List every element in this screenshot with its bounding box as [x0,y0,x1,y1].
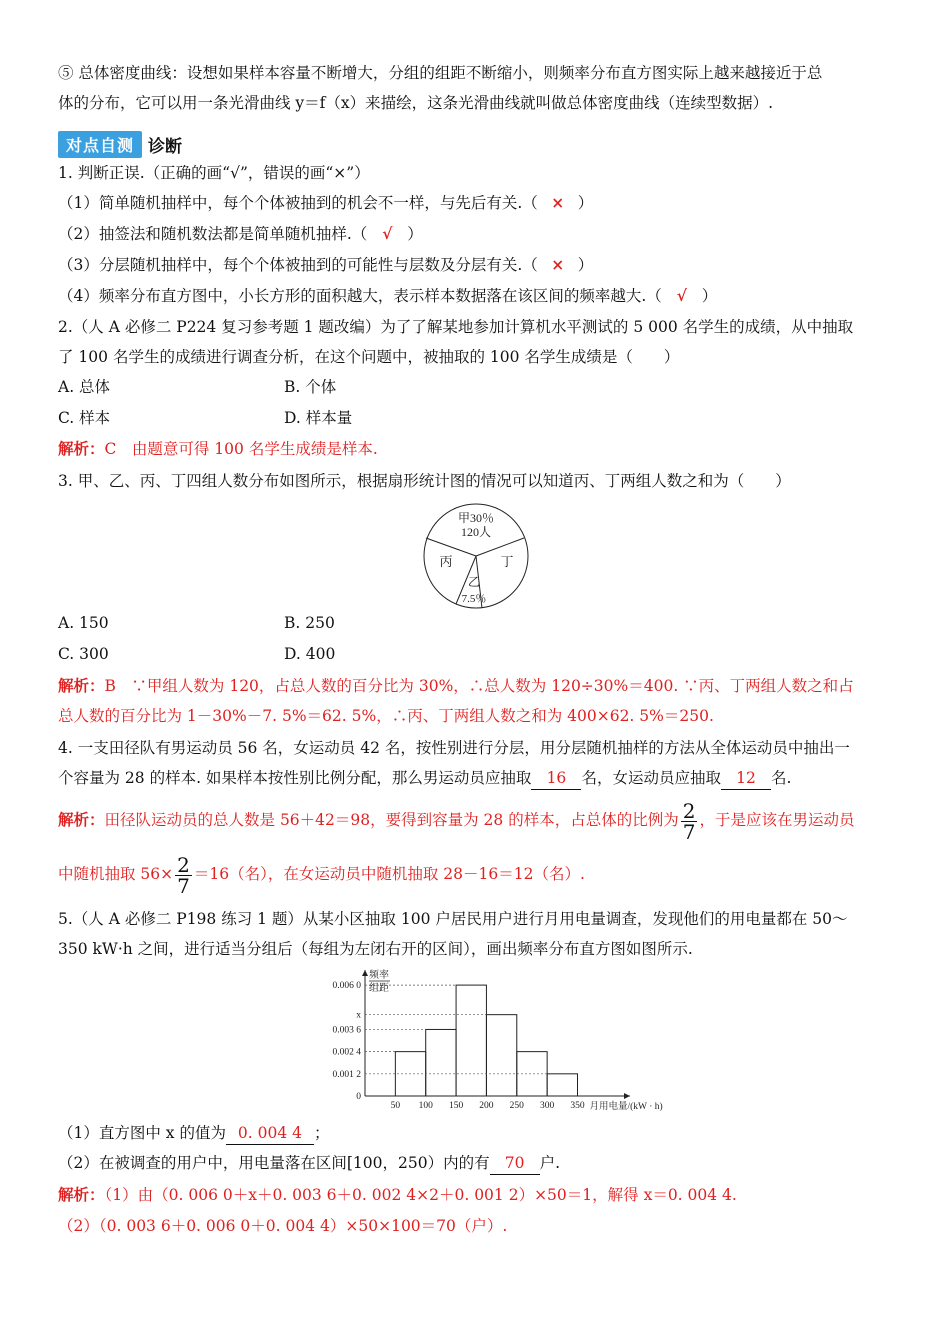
fraction [681,798,698,844]
pie-label-yi: 乙 [467,575,481,589]
q5-sub-2 [58,1152,892,1175]
analysis-label: 解析： [58,1185,105,1204]
q4-analysis-2 [58,852,892,896]
q3-analysis-1 [58,675,892,697]
q3-analysis-text: B ∵甲组人数为 120，占总人数的百分比为 30%，∴总人数为 120÷30%＝400. ∵丙、丁两组人数之和占 [104,677,854,695]
q3-stem: 3. 甲、乙、丙、丁四组人数分布如图所示，根据扇形统计图的情况可以知道丙、丁两组人数之和为（ ） [58,472,791,490]
q4-blank-male: 16 [531,767,581,790]
q2-option-b: B. 个体 [284,378,337,396]
intro-line-1: ⑤ 总体密度曲线：设想如果样本容量不断增大，分组的组距不断缩小，则频率分布直方图实际上越来越接近于总 [58,64,823,82]
pie-label-yi-pct: 7.5％ [461,593,487,605]
histogram-bar [547,1074,577,1096]
x-axis-arrow [624,1093,630,1099]
x-tick-label: 150 [448,1101,464,1111]
histogram-bar [426,1029,456,1096]
q5-sub-1b: ； [313,1124,330,1142]
q4-line-1: 4. 一支田径队有男运动员 56 名，女运动员 42 名，按性别进行分层，用分层随机抽样的方法从全体运动员中抽出一 [58,739,850,757]
x-tick-label: 250 [509,1101,524,1111]
q3-option-d: D. 400 [284,645,336,663]
q5-sub-1 [58,1122,892,1145]
q3-option-c: C. 300 [58,645,109,663]
y-tick-label: 0.003 6 [332,1025,361,1036]
q2-option-c: C. 样本 [58,409,111,427]
q1-item-close: ） [577,256,594,274]
intro-line-2: 体的分布，它可以用一条光滑曲线 y＝f（x）来描绘，这条光滑曲线就叫做总体密度曲线（连续型数据）. [58,94,774,112]
q1-stem: 1. 判断正误.（正确的画“√”，错误的画“×”） [58,164,370,182]
frequency-histogram [310,966,663,1118]
x-tick-label: 100 [418,1101,433,1111]
q1-item-mark: × [551,255,565,274]
q2-analysis-text: C 由题意可得 100 名学生成绩是样本. [104,440,378,458]
x-tick-label: 50 [390,1101,401,1111]
q4-analysis-2b: ＝16（名），在女运动员中随机抽取 28－16＝12（名）. [193,865,585,883]
q4-analysis-text-b: ，于是应该在男运动员 [699,811,855,829]
origin-label: 0 [356,1092,361,1102]
y-tick-label: x [356,1010,361,1021]
histogram-bar [486,1015,516,1096]
y-tick-label: 0.002 4 [332,1047,361,1058]
fraction [175,852,192,898]
q3-option-a: A. 150 [58,614,109,632]
y-axis-arrow [362,970,368,976]
q4-blank-female: 12 [721,767,771,790]
q4-analysis-1 [58,798,892,842]
q1-item-text: （2）抽签法和随机数法都是简单随机抽样.（ [58,225,368,243]
y-tick-label: 0.006 0 [332,981,361,992]
histogram-bar [456,985,486,1096]
q1-item-mark: √ [676,286,687,305]
q3-option-b: B. 250 [284,614,335,632]
q5-sub-2a: （2）在被调查的用户中，用电量落在区间[100，250）内的有 [58,1154,490,1172]
pie-chart [418,503,534,609]
pie-label-jia: 甲30％ [457,511,495,525]
q5-blank-count: 70 [490,1152,540,1175]
q5-analysis-2: （2）（0. 003 6＋0. 006 0＋0. 004 4）×50×100＝70（户）. [58,1217,508,1235]
q1-item-close: ） [701,287,718,305]
q4-line-2a: 个容量为 28 的样本. 如果样本按性别比例分配，那么男运动员应抽取 [58,769,532,787]
q1-item-close: ） [407,225,423,243]
q2-line-1: 2.（人 A 必修二 P224 复习参考题 1 题改编）为了了解某地参加计算机水平测试的 5 000 名学生的成绩，从中抽取 [58,318,854,336]
q2-option-d: D. 样本量 [284,409,353,427]
fraction-denominator: 7 [177,873,190,898]
y-axis-label-top: 频率 [369,970,389,981]
analysis-label: 解析： [58,439,105,458]
q1-item-text: （3）分层随机抽样中，每个个体被抽到的可能性与层数及分层有关.（ [58,256,538,274]
pie-label-jia-count: 120人 [460,525,492,539]
fraction-numerator: 2 [682,798,696,823]
x-axis-label: 月用电量/(kW · h) [589,1102,663,1112]
q5-sub-1a: （1）直方图中 x 的值为 [58,1124,226,1142]
q1-item [58,192,892,214]
section-header [58,131,182,158]
q4-line-2b: 名，女运动员应抽取 [581,769,721,787]
q5-blank-x: 0. 004 4 [226,1122,314,1145]
q1-item-mark: √ [382,224,393,243]
x-tick-label: 200 [479,1101,494,1111]
q2-analysis [58,438,892,460]
q5-sub-2b: 户. [539,1154,561,1172]
q4-line-2c: 名. [770,769,792,787]
q5-line-2: 350 kW·h 之间，进行适当分组后（每组为左闭右开的区间），画出频率分布直方图如图所示. [58,940,693,958]
q5-analysis-text: （1）由（0. 006 0＋x＋0. 003 6＋0. 002 4×2＋0. 001 2）×50＝1，解得 x＝0. 004 4. [104,1186,737,1204]
q4-analysis-2a: 中随机抽取 56× [58,865,174,883]
analysis-label: 解析： [58,676,105,695]
q1-item [58,285,892,307]
q1-item-close: ） [577,194,594,212]
q4-analysis-text: 田径队运动员的总人数是 56＋42＝98，要得到容量为 28 的样本，占总体的比例为 [104,811,679,829]
q1-item-mark: × [551,193,565,212]
x-tick-label: 350 [570,1101,585,1111]
x-tick-label: 300 [540,1101,555,1111]
q1-item [58,223,892,245]
y-tick-label: 0.001 2 [332,1069,361,1080]
section-badge: 对点自测 [58,131,142,158]
pie-label-ding: 丁 [500,554,514,569]
q4-line-2 [58,767,892,790]
q2-option-a: A. 总体 [58,378,111,396]
y-axis-label-bottom: 组距 [369,983,389,994]
fraction-denominator: 7 [682,819,696,844]
q2-line-2: 了 100 名学生的成绩进行调查分析，在这个问题中，被抽取的 100 名学生成绩是（ ） [58,348,680,366]
q1-item-text: （4）频率分布直方图中，小长方形的面积越大，表示样本数据落在该区间的频率越大.（ [58,287,662,305]
q1-item-text: （1）简单随机抽样中，每个个体被抽到的机会不一样，与先后有关.（ [58,194,538,212]
q5-analysis-1 [58,1184,892,1206]
pie-label-bing: 丙 [439,554,453,569]
q3-analysis-2: 总人数的百分比为 1－30%－7. 5%＝62. 5%，∴丙、丁两组人数之和为 400×62. 5%＝250. [58,707,714,725]
q5-line-1: 5.（人 A 必修二 P198 练习 1 题）从某小区抽取 100 户居民用户进行月用电量调查，发现他们的用电量都在 50～ [58,910,848,928]
fraction-numerator: 2 [177,852,190,877]
section-title: 诊断 [148,137,183,157]
q1-item [58,254,892,276]
analysis-label: 解析： [58,810,105,829]
